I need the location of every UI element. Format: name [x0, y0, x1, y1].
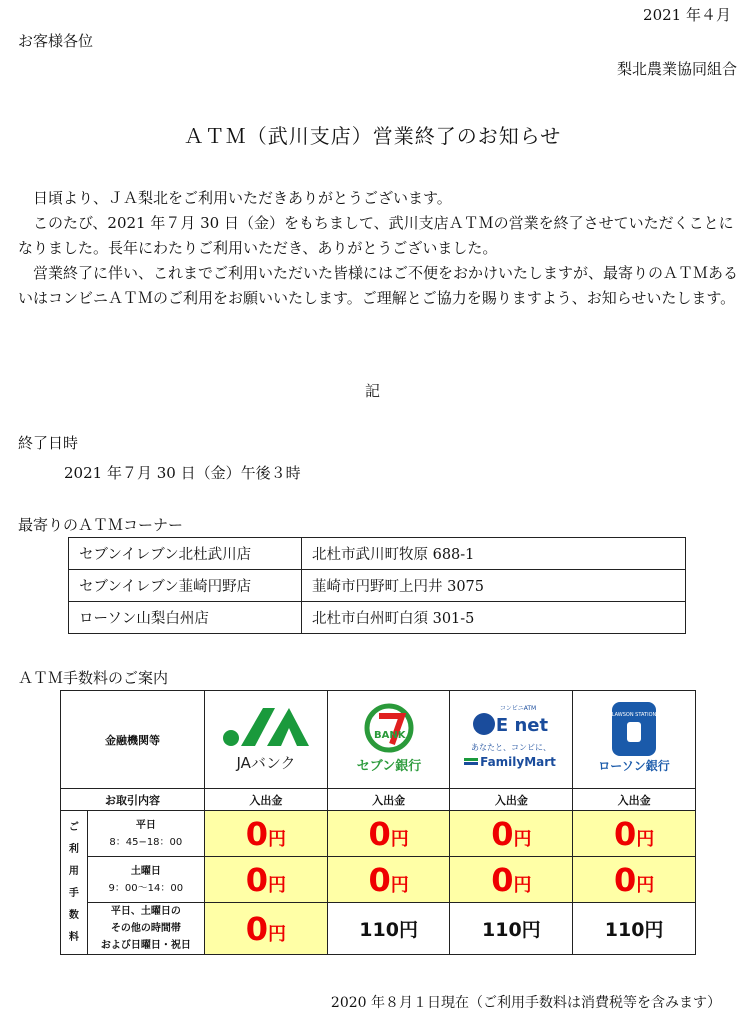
- fee-cell: [327, 811, 450, 857]
- table-row: [61, 811, 696, 857]
- yen-unit: 円: [268, 828, 287, 850]
- ja-bank-name: JAバンク: [236, 753, 296, 772]
- fee-label: ＡＴＭ手数料のご案内: [18, 669, 169, 687]
- yen-unit: 円: [636, 874, 655, 896]
- fee-table: [60, 690, 696, 955]
- table-row: [69, 602, 686, 634]
- notice-title: ＡＴＭ（武川支店）営業終了のお知らせ: [183, 124, 562, 148]
- fee-cell: [450, 811, 573, 857]
- fee-cell: [205, 811, 328, 857]
- fee-amount: 0: [613, 814, 637, 853]
- yen-unit: 円: [390, 828, 409, 850]
- store-name: ローソン山梨白州店: [69, 602, 302, 634]
- lawson-logo: [573, 691, 696, 789]
- enet-logo-icon: [456, 698, 566, 778]
- saturday-label: 土曜日 9：00〜14：00: [87, 857, 204, 903]
- yen-unit: 円: [390, 874, 409, 896]
- enet-name: FamilyMart: [480, 754, 557, 769]
- body-paragraph: 日頃より、ＪＡ梨北をご利用いただきありがとうございます。: [33, 189, 452, 207]
- store-name: セブンイレブン韮崎円野店: [69, 570, 302, 602]
- seven-bank-logo: [327, 691, 450, 789]
- body-paragraph: このたび、2021 年７月 30 日（金）をもちまして、武川支店ＡＴＭの営業を終了させていただくことになりました。長年にわたりご利用いただき、ありがとうございました。: [18, 214, 734, 257]
- end-label: 終了日時: [18, 434, 79, 452]
- addressee: お客様各位: [18, 32, 94, 50]
- fee-vertical-label: ご 利 用 手 数 料: [61, 811, 88, 955]
- ki-heading: 記: [364, 382, 380, 400]
- ja-logo-icon: [211, 698, 321, 778]
- fee-amount: 0: [245, 909, 269, 948]
- fee-cell: 110円: [327, 903, 450, 955]
- fee-cell: [327, 857, 450, 903]
- nearest-atm-table: [68, 537, 686, 634]
- end-datetime: 2021 年７月 30 日（金）午後３時: [64, 464, 301, 482]
- yen-unit: 円: [636, 828, 655, 850]
- fee-cell: [205, 857, 328, 903]
- fee-cell: [573, 857, 696, 903]
- fee-amount: 0: [491, 860, 514, 899]
- fee-amount: 0: [245, 814, 269, 853]
- enet-tag: コンビニATM: [500, 704, 537, 712]
- table-row: [69, 538, 686, 570]
- seven-logo-icon: [334, 698, 444, 778]
- seven-bank-sub: BANK: [373, 729, 406, 741]
- nearest-atm-label: 最寄りのＡＴＭコーナー: [18, 516, 184, 534]
- transaction-type: 入出金: [327, 789, 450, 811]
- table-row: [61, 857, 696, 903]
- enet-slogan: あなたと、コンビに、: [471, 742, 552, 752]
- bank-logo-row: [61, 691, 696, 789]
- fee-amount: 0: [245, 860, 269, 899]
- yen-unit: 円: [268, 923, 287, 945]
- sender: 梨北農業協同組合: [616, 60, 737, 78]
- enet-logo: [450, 691, 573, 789]
- yen-unit: 円: [268, 874, 287, 896]
- fee-cell: [573, 811, 696, 857]
- yen-unit: 円: [513, 874, 532, 896]
- weekday-label: 平日 8：45−18：00: [87, 811, 204, 857]
- table-row: [69, 570, 686, 602]
- fee-amount: 0: [491, 814, 514, 853]
- fee-amount: 0: [368, 814, 391, 853]
- transaction-type: 入出金: [205, 789, 328, 811]
- fee-amount: 0: [613, 860, 637, 899]
- store-address: 北杜市白州町白須 301-5: [302, 602, 686, 634]
- store-name: セブンイレブン北杜武川店: [69, 538, 302, 570]
- notice-body: [18, 186, 740, 311]
- ja-bank-logo: [205, 691, 328, 789]
- yen-unit: 円: [513, 828, 532, 850]
- seven-bank-name: セブン銀行: [356, 758, 421, 774]
- transaction-type: 入出金: [450, 789, 573, 811]
- footnote: 2020 年８月１日現在（ご利用手数料は消費税等を含みます）: [330, 995, 721, 1011]
- fee-cell: [205, 903, 328, 955]
- store-address: 北杜市武川町牧原 688-1: [302, 538, 686, 570]
- fee-cell: 110円: [573, 903, 696, 955]
- transaction-header: お取引内容: [61, 789, 205, 811]
- institution-header: 金融機関等: [61, 691, 205, 789]
- fee-cell: 110円: [450, 903, 573, 955]
- transaction-type: 入出金: [573, 789, 696, 811]
- store-address: 韮崎市円野町上円井 3075: [302, 570, 686, 602]
- table-row: [61, 903, 696, 955]
- lawson-name: ローソン銀行: [598, 758, 670, 773]
- body-paragraph: 営業終了に伴い、これまでご利用いただいた皆様にはご不便をおかけいたしますが、最寄りのＡＴＭあるいはコンビニＡＴＭのご利用をお願いいたします。ご理解とご協力を賜りますよう、お知らせいたします。: [18, 264, 739, 307]
- lawson-logo-icon: [579, 698, 689, 778]
- transaction-row: [61, 789, 696, 811]
- notice-date: 2021 年４月: [643, 6, 731, 24]
- lawson-sub: LAWSON STATION: [611, 711, 657, 718]
- enet-sub: E net: [496, 714, 549, 736]
- fee-amount: 0: [368, 860, 391, 899]
- other-time-label: 平日、土曜日の その他の時間帯 および日曜日・祝日: [87, 903, 204, 955]
- fee-cell: [450, 857, 573, 903]
